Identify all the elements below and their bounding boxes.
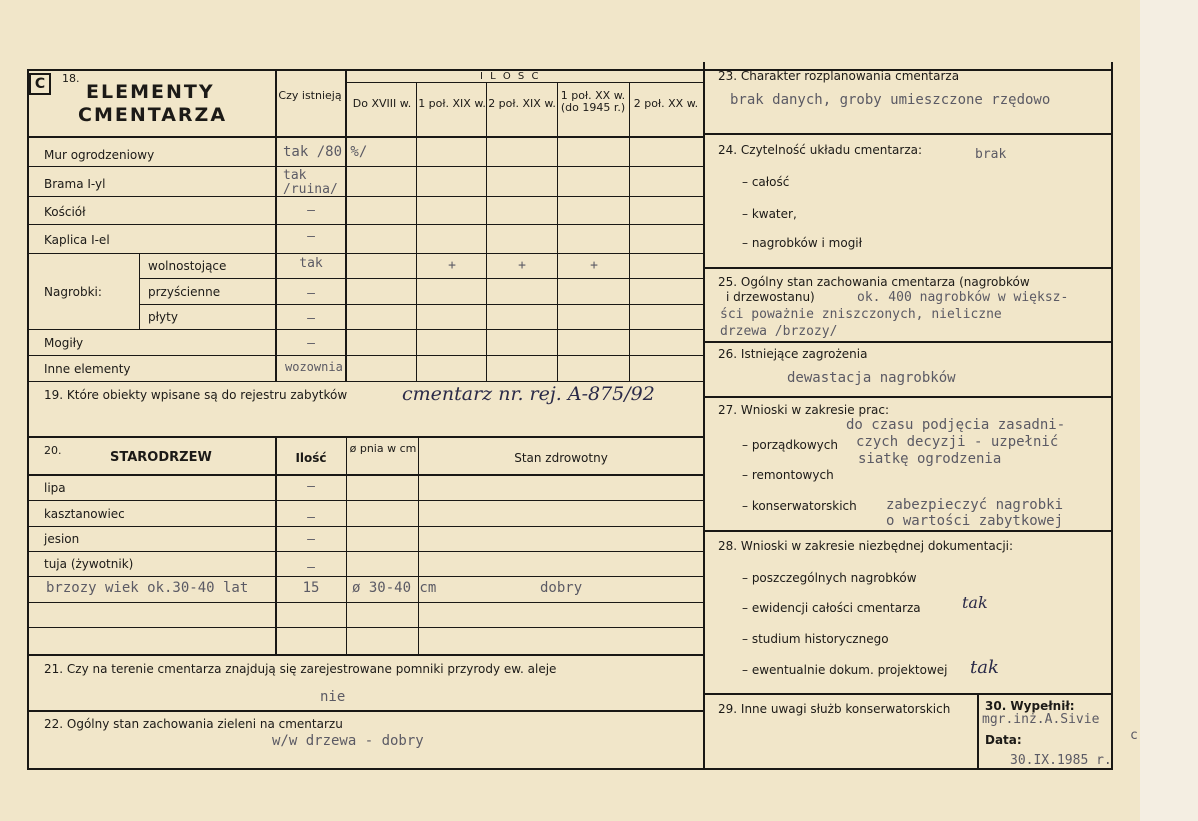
s28-value-ewidencji: tak — [962, 593, 988, 612]
s20-extra-label: brzozy wiek ok.30-40 lat — [46, 580, 249, 596]
s20-extra-ilosc: 15 — [302, 580, 320, 596]
s18-czy-header: Czy istnieją — [278, 89, 342, 102]
s25-value-1: ok. 400 nagrobków w większ- — [857, 290, 1069, 305]
s18-nagrobki-sub: wolnostojące — [148, 259, 227, 273]
s20-extra-pien: ø 30-40 cm — [352, 580, 437, 596]
s18-value: – — [307, 311, 315, 326]
s18-row-label: Mur ogrodzeniowy — [44, 148, 155, 162]
s20-pien: ø pnia w cm — [349, 442, 417, 455]
s18-title-2: CMENTARZA — [78, 104, 228, 126]
s18-value: – — [307, 229, 315, 244]
s27-value-3: siatkę ogrodzenia — [858, 451, 1002, 467]
s18-col-1: Do XVIII w. — [352, 97, 412, 110]
column-divider — [703, 62, 705, 770]
s20-row-label: kasztanowiec — [44, 507, 125, 521]
s18-row-label: Brama I-yl — [44, 177, 106, 191]
s28-value-projektowej: tak — [970, 657, 999, 678]
s18-col-2: 1 poł. XIX w. — [418, 97, 486, 110]
s27-item: – konserwatorskich — [742, 499, 857, 513]
s18-title-1: ELEMENTY — [86, 81, 215, 103]
s18-col-4: 1 poł. XX w. (do 1945 r.) — [560, 89, 626, 114]
s27-label: 27. Wnioski w zakresie prac: — [718, 403, 890, 417]
s30-data-label: Data: — [985, 733, 1022, 747]
s20-row-label: tuja (żywotnik) — [44, 557, 134, 571]
s24-value: brak — [975, 147, 1007, 162]
s18-value: – — [307, 336, 315, 351]
section-code: C — [29, 73, 51, 95]
s20-value: – — [307, 560, 315, 575]
s18-row-label: Kościół — [44, 205, 86, 219]
s25-label-1: 25. Ogólny stan zachowania cmentarza (nagrobków — [718, 275, 1030, 289]
s20-title: STARODRZEW — [110, 450, 212, 465]
s28-item: – ewidencji całości cmentarza — [742, 601, 921, 615]
s26-value: dewastacja nagrobków — [787, 370, 956, 386]
s18-col-5: 2 poł. XX w. — [633, 97, 699, 110]
s18-row-label: Mogiły — [44, 336, 84, 350]
s25-value-3: drzewa /brzozy/ — [720, 324, 838, 339]
s19-label: 19. Które obiekty wpisane są do rejestru zabytków — [44, 388, 348, 402]
s18-mark: + — [448, 258, 456, 273]
s20-number: 20. — [44, 444, 62, 457]
s30-label: 30. Wypełnił: — [985, 699, 1075, 713]
s18-nagrobki-sub: płyty — [148, 310, 178, 324]
s27-value-2: czych decyzji - uzpełnić — [856, 434, 1059, 450]
s18-row-label: Kaplica I-el — [44, 233, 110, 247]
s18-mark: + — [590, 258, 598, 273]
s28-label: 28. Wnioski w zakresie niezbędnej dokumentacji: — [718, 539, 1014, 553]
s30-name-cont: c — [1130, 728, 1138, 743]
s26-label: 26. Istniejące zagrożenia — [718, 347, 868, 361]
s23-value: brak danych, groby umieszczone rzędowo — [730, 92, 1051, 108]
s19-value: cmentarz nr. rej. A-875/92 — [402, 383, 655, 405]
s18-mark: + — [518, 258, 526, 273]
s24-label: 24. Czytelność układu cmentarza: — [718, 143, 923, 157]
frame-left — [27, 69, 29, 770]
s18-value: – — [307, 203, 315, 218]
s20-stan: Stan zdrowotny — [514, 451, 608, 465]
s30-name: mgr.inż.A.Sivie — [982, 712, 1100, 727]
s18-ilosc-header: I L O Ś Ć — [480, 71, 541, 82]
s18-value: tak /80 %/ — [283, 144, 368, 160]
s25-label-2: i drzewostanu) — [726, 290, 815, 304]
s18-value: wozownia — [285, 360, 343, 374]
s18-value: – — [307, 286, 315, 301]
s27-value-5: o wartości zabytkowej — [886, 513, 1064, 529]
s24-item: – kwater, — [742, 207, 797, 221]
s30-data-value: 30.IX.1985 r. — [1010, 753, 1112, 768]
s27-item: – porządkowych — [742, 438, 838, 452]
s24-item: – całość — [742, 175, 790, 189]
s29-label: 29. Inne uwagi służb konserwatorskich — [718, 702, 951, 716]
s18-number: 18. — [62, 72, 80, 85]
s20-value: – — [307, 510, 315, 525]
s27-value-1: do czasu podjęcia zasadni- — [846, 417, 1066, 433]
s25-value-2: ści poważnie zniszczonych, nieliczne — [720, 307, 1002, 322]
s21-label: 21. Czy na terenie cmentarza znajdują się zarejestrowane pomniki przyrody ew. aleje — [44, 662, 557, 676]
s18-nagrobki-sub: przyścienne — [148, 285, 221, 299]
s28-item: – ewentualnie dokum. projektowej — [742, 663, 948, 677]
s18-row-label: Inne elementy — [44, 362, 131, 376]
frame-bottom — [27, 768, 1112, 770]
s28-item: – studium historycznego — [742, 632, 889, 646]
s24-item: – nagrobków i mogił — [742, 236, 863, 250]
s22-label: 22. Ogólny stan zachowania zieleni na cmentarzu — [44, 717, 343, 731]
s18-value: tak /ruina/ — [283, 168, 338, 197]
s23-label: 23. Charakter rozplanowania cmentarza — [718, 69, 960, 83]
s27-value-4: zabezpieczyć nagrobki — [886, 497, 1064, 513]
frame-right — [1111, 62, 1113, 770]
s20-extra-stan: dobry — [540, 580, 583, 596]
s20-row-label: jesion — [44, 532, 80, 546]
s22-value: w/w drzewa - dobry — [272, 733, 424, 749]
s18-col-3: 2 poł. XIX w. — [488, 97, 556, 110]
s28-item: – poszczególnych nagrobków — [742, 571, 917, 585]
s20-ilosc: Ilość — [295, 451, 327, 465]
s18-value: tak — [299, 256, 323, 271]
s21-value: nie — [320, 689, 346, 705]
s27-item: – remontowych — [742, 468, 834, 482]
s18-nagrobki-label: Nagrobki: — [44, 285, 102, 299]
s20-value: – — [307, 479, 315, 494]
s20-value: – — [307, 532, 315, 547]
s20-row-label: lipa — [44, 481, 66, 495]
